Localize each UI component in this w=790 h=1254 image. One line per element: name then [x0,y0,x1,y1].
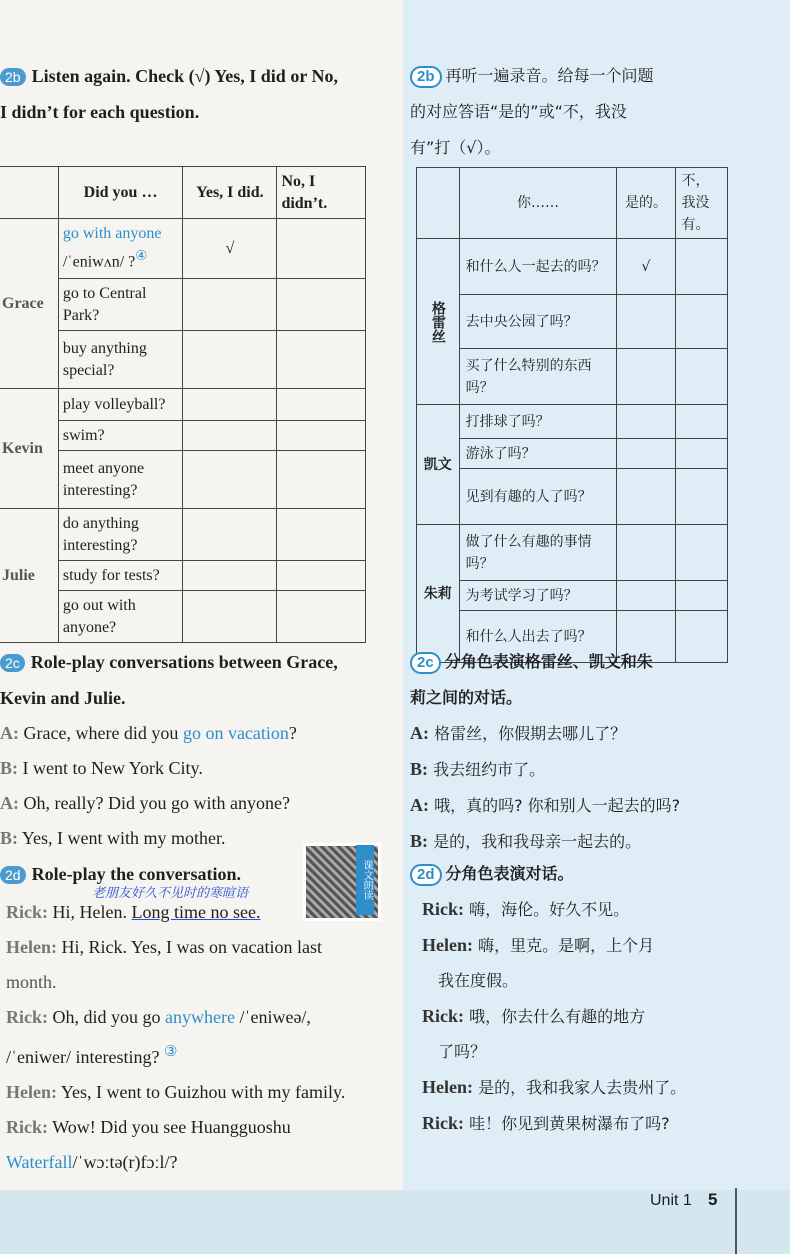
check-yes[interactable] [617,581,675,611]
line-text: 格雷丝，你假期去哪儿了？ [434,724,627,743]
left-2b-line2: I didn’t for each question. [0,102,200,122]
question-cell: 打排球了吗？ [459,405,617,439]
speaker-b: B: [410,831,428,851]
group-grace: Grace [0,219,58,389]
dialog-line [422,933,780,958]
badge-2b: 2b [0,68,26,86]
dialog-line [6,935,401,959]
check-no[interactable] [277,421,366,451]
dialog-line [0,721,400,745]
check-yes[interactable] [183,331,277,389]
left-2c-title2: Kevin and Julie. [0,688,126,708]
line-text: Hi, Rick. Yes, I was on vacation last [61,937,322,957]
speaker-a: A: [0,723,19,743]
question-cell: go to Central Park? [58,279,182,331]
left-2b-line1: Listen again. Check (√) Yes, I did or No, [31,66,338,86]
check-no[interactable] [675,295,727,349]
question-cell: go out with anyone? [58,591,182,643]
check-no[interactable] [277,509,366,561]
phonetic: /ˈeniwʌn/ ? [62,253,136,271]
footer-unit: Unit 1 [650,1192,692,1209]
speaker-a: A: [410,795,429,815]
right-2b-line3: 有”打（√）。 [410,138,501,157]
speaker-a: A: [410,723,429,743]
speaker-helen: Helen: [6,1082,57,1102]
check-yes[interactable] [183,421,277,451]
check-yes[interactable]: √ [617,239,675,295]
handwritten-note: 老朋友好久不见时的寒暄语 [92,886,249,901]
badge-2c-cn: 2c [410,652,441,674]
check-yes[interactable] [183,279,277,331]
highlight-phrase: go on vacation [182,723,289,743]
speaker-rick: Rick: [422,899,464,919]
question-cell [58,219,182,279]
note-mark: ③ [163,1044,178,1060]
line-continuation: month. [6,972,57,992]
check-no[interactable] [675,469,727,525]
left-2c-section [0,650,400,850]
group-kaiwen: 凯文 [417,405,460,525]
line-text: 嗨，海伦。好久不见。 [469,900,630,919]
left-2d-dialog [6,900,401,1174]
dialog-line [6,900,401,924]
check-no[interactable] [277,219,366,279]
line-text: I went to New York City. [22,758,203,778]
header-yes: Yes, I did. [183,167,277,219]
question-anyone: go with anyone [62,225,162,243]
question-cell: study for tests? [58,561,182,591]
check-yes[interactable] [183,591,277,643]
line-text: 哦，真的吗? 你和别人一起去的吗? [434,796,681,815]
check-yes[interactable] [617,525,675,581]
line-text: 我去纽约市了。 [433,760,546,779]
right-2c-title1: 分角色表演格雷丝、凯文和朱 [444,652,653,671]
question-cell: buy anything special? [58,331,182,389]
check-no[interactable] [675,349,727,405]
question-cell: do anything interesting? [58,509,182,561]
dialog-line [0,756,400,780]
right-check-table [416,167,728,663]
right-2d-title: 分角色表演对话。 [445,864,574,883]
dialog-line [422,1004,780,1029]
line-continuation: 了吗？ [438,1042,487,1061]
speaker-rick: Rick: [6,902,48,922]
group-zhuli: 朱莉 [417,525,460,663]
qr-label: 课文朗读 [356,845,374,915]
dialog-line [422,897,780,922]
footer-divider [735,1188,737,1254]
dialog-line [422,1111,780,1136]
line-text: Yes, I went to Guizhou with my family. [60,1082,346,1102]
line-text: 哇！你见到黄果树瀑布了吗? [469,1114,670,1133]
check-yes[interactable]: √ [183,219,277,279]
badge-2d-cn: 2d [410,864,442,886]
question-cell: 做了什么有趣的事情吗？ [459,525,617,581]
dialog-line [6,1115,401,1139]
right-2b-heading [410,64,780,160]
group-gelaisi: 格雷丝 [417,239,460,405]
line-text: Grace, where did you [23,723,183,743]
check-no[interactable] [675,525,727,581]
check-no[interactable] [277,331,366,389]
page-number: 5 [708,1190,718,1209]
question-cell: 见到有趣的人了吗？ [459,469,617,525]
line-text: Oh, did you go [52,1007,165,1027]
line-text: 是的，我和我母亲一起去的。 [433,832,642,851]
right-2c-section [410,650,780,854]
check-yes[interactable] [183,561,277,591]
check-no[interactable] [277,279,366,331]
speaker-rick: Rick: [6,1007,48,1027]
check-no[interactable] [277,451,366,509]
header-shi: 是的。 [617,168,675,239]
dialog-line [422,1075,780,1100]
dialog-line [6,1005,401,1029]
speaker-b: B: [410,759,428,779]
check-no[interactable] [675,405,727,439]
speaker-rick: Rick: [422,1006,464,1026]
header-did-you: Did you … [58,167,182,219]
line-text: 嗨，里克。是啊，上个月 [478,936,655,955]
question-cell: swim? [58,421,182,451]
dialog-line [410,757,780,782]
phonetic: /ˈwɔːtə(r)fɔːl/? [72,1152,178,1172]
dialog-line [6,1080,401,1104]
question-cell: 为考试学习了吗？ [459,581,617,611]
check-no[interactable] [675,439,727,469]
right-2b-line1: 再听一遍录音。给每一个问题 [445,66,654,85]
speaker-b: B: [0,828,18,848]
left-check-table [0,166,366,643]
header-bu: 不，我没有。 [675,168,727,239]
underlined-phrase: Long time no see. [131,902,261,922]
dialog-line [6,1040,401,1069]
check-yes[interactable] [183,451,277,509]
note-mark: ④ [135,248,148,264]
badge-2b-cn: 2b [410,66,442,88]
speaker-helen: Helen: [6,937,57,957]
right-2d-section [410,862,780,1136]
line-text-end: ? [288,723,297,743]
speaker-helen: Helen: [422,935,473,955]
dialog-line [6,1150,401,1174]
check-yes[interactable] [183,389,277,421]
speaker-rick: Rick: [422,1113,464,1133]
dialog-line [410,721,780,746]
dialog-line [0,791,400,815]
check-no[interactable] [277,389,366,421]
question-cell: play volleyball? [58,389,182,421]
phonetic: /ˈeniweə/, [234,1007,311,1027]
line-text: 是的，我和我家人去贵州了。 [478,1078,687,1097]
line-text: 哦，你去什么有趣的地方 [469,1007,646,1026]
badge-2c: 2c [0,654,25,672]
check-no[interactable] [675,581,727,611]
left-2c-title1: Role-play conversations between Grace, [30,652,338,672]
speaker-helen: Helen: [422,1077,473,1097]
badge-2d: 2d [0,866,26,884]
dialog-line [410,829,780,854]
speaker-b: B: [0,758,18,778]
group-kevin: Kevin [0,389,58,509]
question-cell: 和什么人一起去的吗？ [459,239,617,295]
check-yes[interactable] [617,349,675,405]
question-cell: 去中央公园了吗？ [459,295,617,349]
highlight-waterfall: Waterfall [6,1152,73,1172]
line-text: Hi, Helen. [52,902,132,922]
highlight-anywhere: anywhere [165,1007,235,1027]
line-text: Wow! Did you see Huangguoshu [52,1117,291,1137]
line-continuation: 我在度假。 [438,971,519,990]
check-yes[interactable] [617,439,675,469]
right-2c-title2: 莉之间的对话。 [410,688,523,707]
check-no[interactable] [277,561,366,591]
question-cell: 游泳了吗？ [459,439,617,469]
line-text: Yes, I went with my mother. [21,828,226,848]
check-yes[interactable] [617,469,675,525]
left-2d-title: Role-play the conversation. [31,864,242,884]
check-no[interactable] [675,239,727,295]
speaker-a: A: [0,793,19,813]
dialog-line [410,793,780,818]
check-yes[interactable] [183,509,277,561]
right-2b-line2: 的对应答语“是的”或“不，我没 [410,102,627,121]
speaker-rick: Rick: [6,1117,48,1137]
line-text: Oh, really? Did you go with anyone? [23,793,290,813]
header-ni: 你…… [459,168,617,239]
check-yes[interactable] [617,405,675,439]
question-cell: 和什么人出去了吗？ [459,611,617,663]
header-no: No, I didn’t. [277,167,366,219]
line-continuation: /ˈeniwer/ interesting? [6,1047,160,1067]
left-2b-heading [0,64,400,124]
question-cell: meet anyone interesting? [58,451,182,509]
group-julie: Julie [0,509,58,643]
question-cell: 买了什么特别的东西吗？ [459,349,617,405]
check-yes[interactable] [617,295,675,349]
check-no[interactable] [277,591,366,643]
